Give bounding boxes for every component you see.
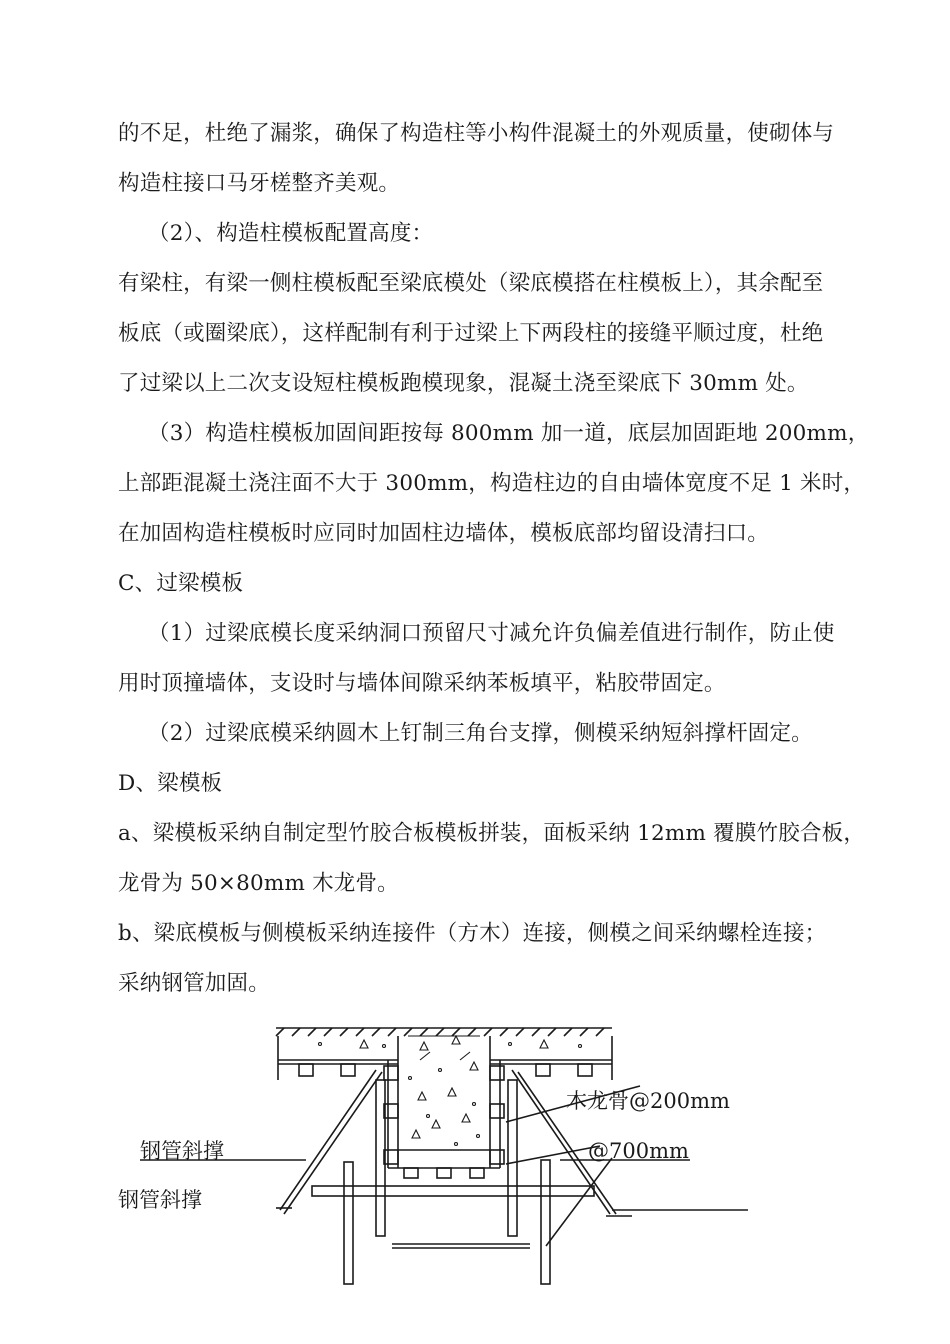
paragraph-line: 用时顶撞墙体，支设时与墙体间隙采纳苯板填平，粘胶带固定。: [118, 671, 726, 696]
label-spacing: @700mm: [588, 1139, 689, 1163]
paragraph-line: 板底（或圈梁底），这样配制有利于过梁上下两段柱的接缝平顺过度，杜绝: [118, 321, 824, 346]
label-steel-brace: 钢管斜撑: [140, 1139, 224, 1163]
section-heading: D、梁模板: [118, 771, 223, 796]
paragraph-line: 上部距混凝土浇注面不大于 300mm，构造柱边的自由墙体宽度不足 1 米时，: [118, 471, 866, 496]
paragraph-line: （1）过梁底模长度采纳洞口预留尺寸减允许负偏差值进行制作，防止使: [148, 621, 835, 646]
paragraph-line: 有梁柱，有梁一侧柱模板配至梁底模处（梁底模搭在柱模板上），其余配至: [118, 271, 824, 296]
slab-joists: [299, 1064, 592, 1076]
paragraph-line: 在加固构造柱模板时应同时加固柱边墙体，模板底部均留设清扫口。: [118, 521, 770, 546]
concrete-fill: [319, 1036, 582, 1146]
paragraph-line: 龙骨为 50×80mm 木龙骨。: [118, 871, 399, 896]
vertical-posts: [344, 1080, 550, 1284]
paragraph-line: （3）构造柱模板加固间距按每 800mm 加一道，底层加固距地 200mm，: [148, 421, 870, 446]
label-wood-keel: 木龙骨@200mm: [566, 1089, 730, 1113]
beam-side-forms: [388, 1036, 500, 1168]
paragraph-line: 的不足，杜绝了漏浆，确保了构造柱等小构件混凝土的外观质量，使砌体与: [118, 121, 835, 146]
paragraph-line: （2）过梁底模采纳圆木上钉制三角台支撑，侧模采纳短斜撑杆固定。: [148, 721, 813, 746]
paragraph-line: a、梁模板采纳自制定型竹胶合板模板拼装，面板采纳 12mm 覆膜竹胶合板，: [118, 821, 866, 846]
section-heading: C、过梁模板: [118, 571, 244, 596]
label-steel-brace: 钢管斜撑: [118, 1188, 202, 1212]
section-heading: （2）、构造柱模板配置高度：: [148, 221, 434, 246]
paragraph-line: 采纳钢管加固。: [118, 971, 270, 996]
paragraph-line: b、梁底模板与侧模板采纳连接件（方木）连接，侧模之间采纳螺栓连接；: [118, 921, 827, 946]
paragraph-line: 了过梁以上二次支设短柱模板跑模现象，混凝土浇至梁底下 30mm 处。: [118, 371, 809, 396]
side-keels: [384, 1066, 504, 1178]
paragraph-line: 构造柱接口马牙槎整齐美观。: [118, 171, 401, 196]
